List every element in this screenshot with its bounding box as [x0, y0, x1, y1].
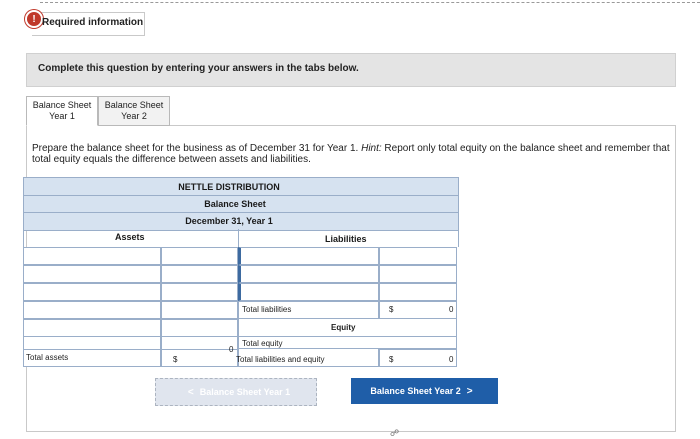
spacer [161, 337, 238, 349]
prev-tab-label: Balance Sheet Year 1 [199, 387, 291, 397]
instructions-text: Complete this question by entering your answers in the tabs below. [38, 63, 359, 74]
total-assets-label: Total assets [26, 353, 69, 362]
spacer [23, 337, 161, 349]
liabilities-column-header [238, 229, 459, 247]
liability-label-input[interactable] [238, 247, 379, 265]
prompt-before: Prepare the balance sheet for the business as of December 31 for Year 1. [32, 143, 362, 154]
top-divider [40, 2, 700, 9]
liability-amount-input[interactable] [379, 265, 457, 283]
tab-label-line2: Year 2 [121, 111, 147, 121]
alert-icon: ! [27, 12, 41, 26]
asset-label-input[interactable] [23, 319, 161, 337]
currency-sign: $ [389, 355, 394, 364]
tab-label-line1: Balance Sheet [32, 100, 92, 110]
tab-label-line1: Balance Sheet [104, 100, 164, 110]
tab-balance-sheet-year-1[interactable] [26, 96, 98, 126]
balance-sheet-grid [23, 247, 457, 367]
liability-label-input[interactable] [238, 283, 379, 301]
prompt-text [32, 143, 672, 165]
total-liabilities-label: Total liabilities [242, 305, 292, 314]
assets-column-header [23, 229, 239, 247]
assets-header: Assets [115, 232, 145, 242]
total-equity-label: Total equity [242, 339, 283, 348]
asset-amount-input[interactable] [161, 301, 238, 319]
prompt-hint: Hint: [361, 143, 382, 154]
total-liab-equity-label: Total liabilities and equity [236, 355, 325, 364]
header-divider [24, 212, 458, 213]
chevron-left-icon: < [187, 386, 194, 398]
chevron-right-icon: > [466, 385, 473, 397]
total-liab-equity-value: 0 [449, 355, 454, 364]
asset-label-input[interactable] [23, 301, 161, 319]
total-equity-value: 0 [229, 345, 234, 354]
required-info-label: Required information [42, 17, 144, 28]
asset-amount-input[interactable] [161, 283, 238, 301]
liabilities-header: Liabilities [325, 234, 367, 244]
liability-amount-input[interactable] [379, 247, 457, 265]
next-tab-button[interactable] [351, 378, 498, 404]
currency-sign: $ [389, 305, 394, 314]
balance-sheet-header [23, 177, 459, 231]
asset-amount-input[interactable] [161, 319, 238, 337]
prev-tab-button[interactable] [155, 378, 317, 406]
asset-amount-input[interactable] [161, 247, 238, 265]
statement-title: Balance Sheet [204, 199, 266, 209]
tab-label-line2: Year 1 [49, 111, 75, 121]
next-tab-label: Balance Sheet Year 2 [370, 386, 461, 396]
currency-sign: $ [173, 355, 178, 364]
asset-label-input[interactable] [23, 265, 161, 283]
asset-label-input[interactable] [23, 283, 161, 301]
link-icon: ☍ [390, 428, 400, 438]
header-divider [24, 195, 458, 196]
statement-date: December 31, Year 1 [185, 216, 273, 226]
tab-balance-sheet-year-2[interactable] [98, 96, 170, 126]
prompt-after: Report only total equity on the balance sheet and remember that total equity equals the difference between assets and liabilities. [32, 143, 670, 165]
equity-header: Equity [331, 323, 356, 332]
asset-label-input[interactable] [23, 247, 161, 265]
company-name: NETTLE DISTRIBUTION [178, 182, 280, 192]
total-liabilities-value: 0 [449, 305, 454, 314]
liability-label-input[interactable] [238, 265, 379, 283]
asset-amount-input[interactable] [161, 265, 238, 283]
liability-amount-input[interactable] [379, 283, 457, 301]
